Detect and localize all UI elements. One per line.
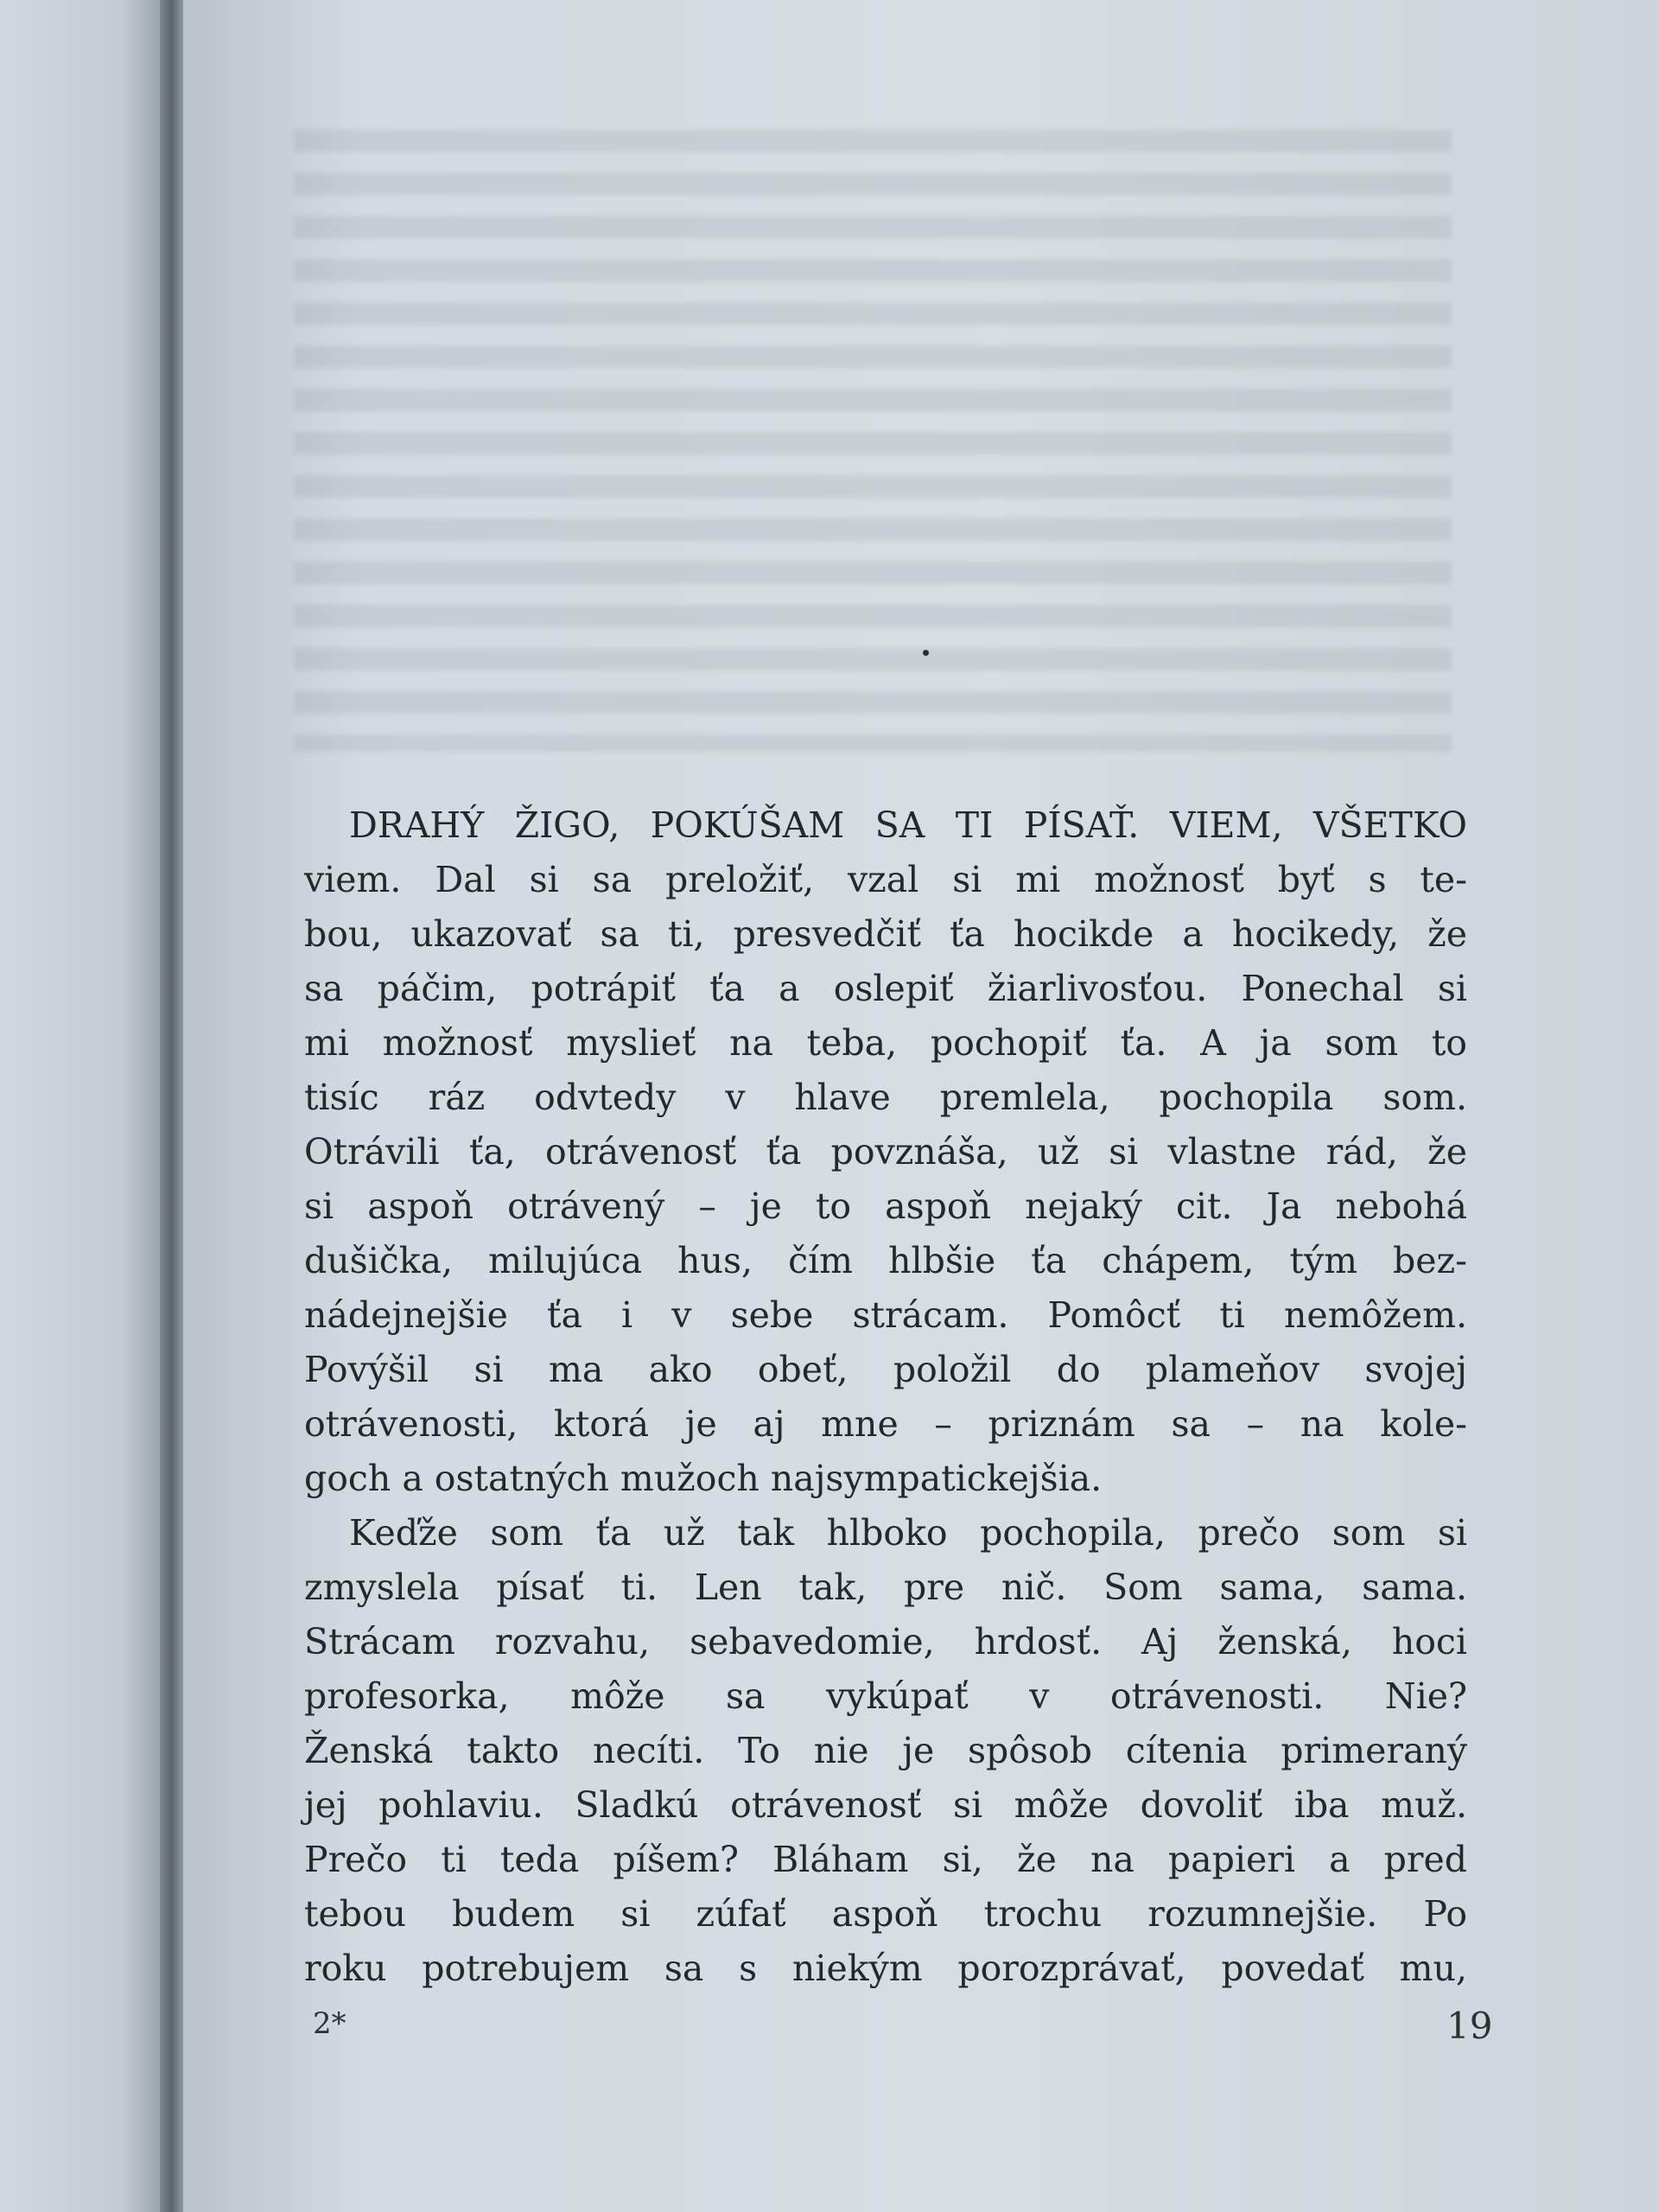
text-line: profesorka, môže sa vykúpať v otrávenosti. Nie? — [304, 1675, 1467, 1717]
text-line: Prečo ti teda píšem? Bláham si, že na papieri a pred — [304, 1839, 1467, 1880]
text-line: Keďže som ťa už tak hlboko pochopila, prečo som si — [349, 1512, 1467, 1554]
text-line: roku potrebujem sa s niekým porozprávať, povedať mu, — [304, 1948, 1467, 1989]
text-line: bou, ukazovať sa ti, presvedčiť ťa hocikde a hocikedy, že — [304, 913, 1467, 955]
text-line: Otrávili ťa, otrávenosť ťa povznáša, už si vlastne rád, že — [304, 1131, 1467, 1173]
text-line: goch a ostatných mužoch najsympatickejšia. — [304, 1458, 1103, 1499]
show-through-text — [294, 130, 1452, 752]
text-line: mi možnosť myslieť na teba, pochopiť ťa. A ja som to — [304, 1022, 1467, 1064]
book-gutter — [160, 0, 186, 2212]
text-line: Povýšil si ma ako obeť, položil do plameňov svojej — [304, 1349, 1467, 1390]
text-line: tisíc ráz odvtedy v hlave premlela, pochopila som. — [304, 1077, 1467, 1118]
text-line: si aspoň otrávený – je to aspoň nejaký cit. Ja nebohá — [304, 1185, 1467, 1227]
text-line: Strácam rozvahu, sebavedomie, hrdosť. Aj ženská, hoci — [304, 1621, 1467, 1662]
page-number: 19 — [1446, 2005, 1493, 2047]
left-page-edge — [0, 0, 173, 2212]
text-line: DRAHÝ ŽIGO, POKÚŠAM SA TI PÍSAŤ. VIEM, VŠETKO — [349, 804, 1467, 846]
paragraph-1 — [304, 798, 1467, 1506]
body-text — [304, 798, 1467, 1996]
text-line: otrávenosti, ktorá je aj mne – priznám sa – na kole- — [304, 1403, 1467, 1445]
ink-speck — [923, 650, 929, 656]
paragraph-2 — [304, 1506, 1467, 1996]
text-line: dušička, milujúca hus, čím hlbšie ťa chápem, tým bez- — [304, 1240, 1467, 1281]
text-line: jej pohlaviu. Sladkú otrávenosť si môže dovoliť iba muž. — [304, 1784, 1467, 1826]
text-line: tebou budem si zúfať aspoň trochu rozumnejšie. Po — [304, 1893, 1467, 1935]
text-line: sa páčim, potrápiť ťa a oslepiť žiarlivosťou. Ponechal si — [304, 968, 1467, 1009]
text-line: Ženská takto necíti. To nie je spôsob cítenia primeraný — [304, 1730, 1467, 1771]
text-line: zmyslela písať ti. Len tak, pre nič. Som sama, sama. — [304, 1567, 1467, 1608]
text-line: nádejnejšie ťa i v sebe strácam. Pomôcť ti nemôžem. — [304, 1294, 1467, 1336]
signature-mark: 2* — [313, 2006, 346, 2041]
text-line: viem. Dal si sa preložiť, vzal si mi možnosť byť s te- — [304, 859, 1467, 900]
